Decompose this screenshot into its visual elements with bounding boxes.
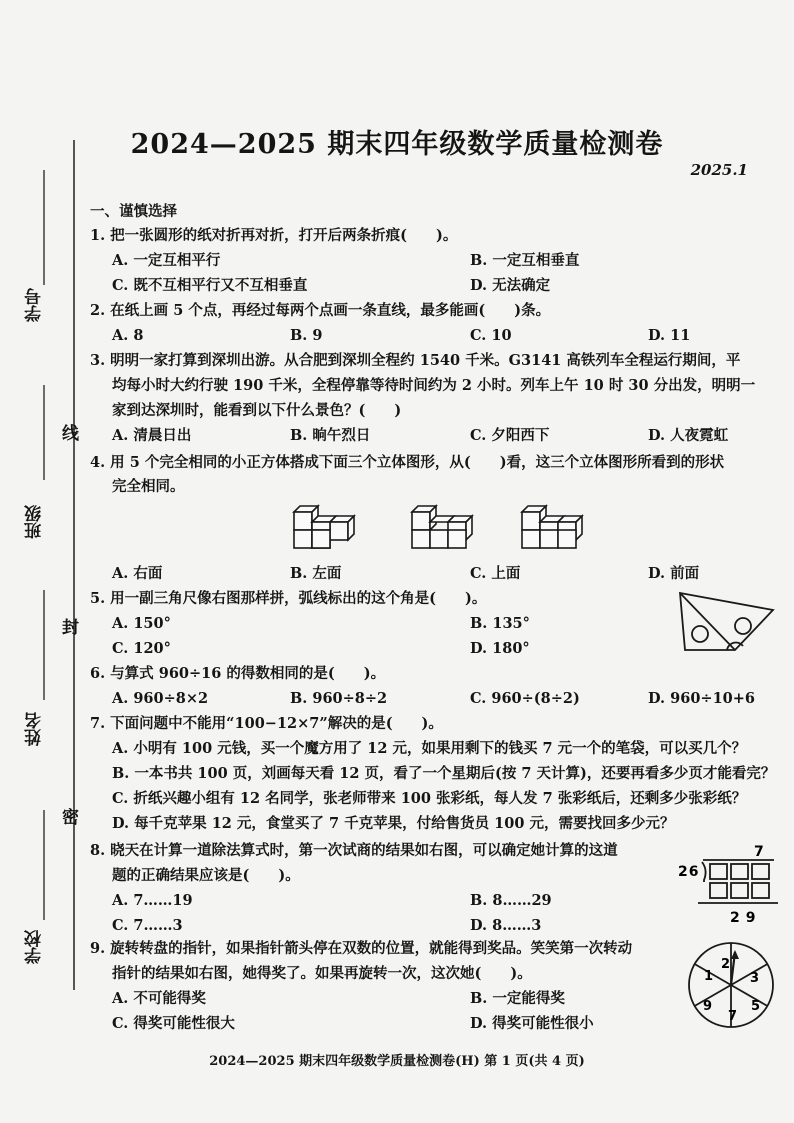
q6-option-c: C. 960÷(8÷2) — [470, 690, 580, 707]
exam-date: 2025.1 — [690, 161, 748, 179]
q2-option-b: B. 9 — [290, 327, 323, 344]
page-title: 2024—2025 期末四年级数学质量检测卷 — [130, 129, 664, 160]
q4-option-d: D. 前面 — [648, 565, 700, 582]
spinner-sector-2: 2 — [721, 957, 731, 972]
q5-option-c: C. 120° — [112, 640, 171, 657]
question-1-stem: 1. 把一张圆形的纸对折再对折，打开后两条折痕( )。 — [90, 227, 458, 244]
q7-option-a: A. 小明有 100 元钱，买一个魔方用了 12 元，如果用剩下的钱买 7 元一个的笔袋，可以买几个？ — [112, 740, 747, 757]
question-3-stem-line3: 家到达深圳时，能看到以下什么景色？( ) — [112, 402, 402, 419]
question-4-stem-line1: 4. 用 5 个完全相同的小正方体搭成下面三个立体图形，从( )看，这三个立体图形所看到的形状 — [90, 454, 725, 471]
q6-option-a: A. 960÷8×2 — [112, 690, 209, 707]
question-7-stem: 7. 下面问题中不能用“100−12×7”解决的是( )。 — [90, 715, 443, 732]
q7-option-b: B. 一本书共 100 页，刘画每天看 12 页，看了一个星期后(按 7 天计算)，还要再看多少页才能看完？ — [112, 765, 776, 782]
spinner-arrow-icon — [731, 950, 739, 959]
cube-figure-2 — [410, 502, 480, 557]
q1-option-a: A. 一定互相平行 — [112, 252, 221, 269]
division-quotient: 7 — [754, 844, 764, 860]
q4-option-a: A. 右面 — [112, 565, 163, 582]
name-label: 姓名 — [25, 712, 45, 746]
q2-option-d: D. 11 — [648, 327, 691, 344]
q4-option-b: B. 左面 — [290, 565, 342, 582]
q9-option-c: C. 得奖可能性很大 — [112, 1015, 235, 1032]
cube-figure-1 — [292, 502, 362, 557]
seal-secret-mark: 密 — [58, 808, 78, 825]
q5-option-b: B. 135° — [470, 615, 530, 632]
student-id-label: 学号 — [25, 288, 45, 322]
spinner-sector-5: 5 — [751, 999, 761, 1014]
question-6-stem: 6. 与算式 960÷16 的得数相同的是( )。 — [90, 665, 386, 682]
question-3-stem-line2: 均每小时大约行驶 190 千米，全程停靠等待时间约为 2 小时。列车上午 10 时 30 分出发，明明一 — [112, 377, 756, 394]
spinner-figure — [686, 940, 776, 1030]
q6-option-b: B. 960÷8÷2 — [290, 690, 388, 707]
question-8-stem-line2: 题的正确结果应该是( )。 — [112, 867, 300, 884]
long-division-figure — [676, 840, 781, 930]
question-9-stem-line1: 9. 旋转转盘的指针，如果指针箭头停在双数的位置，就能得到奖品。笑笑第一次转动 — [90, 940, 633, 957]
spinner-sector-9: 9 — [703, 999, 713, 1014]
q9-option-d: D. 得奖可能性很小 — [470, 1015, 594, 1032]
school-label: 学校 — [25, 930, 45, 964]
page-footer: 2024—2025 期末四年级数学质量检测卷(H) 第 1 页(共 4 页) — [209, 1054, 585, 1069]
triangle-ruler-figure — [675, 588, 775, 658]
question-2-stem: 2. 在纸上画 5 个点，再经过每两个点画一条直线，最多能画( )条。 — [90, 302, 551, 319]
division-divisor: 26 — [678, 864, 700, 880]
q1-option-c: C. 既不互相平行又不互相垂直 — [112, 277, 308, 294]
division-remainder: 29 — [730, 910, 762, 926]
q9-option-a: A. 不可能得奖 — [112, 990, 206, 1007]
question-5-stem: 5. 用一副三角尺像右图那样拼，弧线标出的这个角是( )。 — [90, 590, 487, 607]
q8-option-a: A. 7……19 — [112, 892, 193, 909]
q8-option-b: B. 8……29 — [470, 892, 552, 909]
cube-figure-3 — [520, 502, 595, 557]
q7-option-c: C. 折纸兴趣小组有 12 名同学，张老师带来 100 张彩纸，每人发 7 张彩纸后，还剩多少张彩纸？ — [112, 790, 747, 807]
class-label: 班级 — [25, 505, 45, 539]
seal-line-mark: 线 — [58, 424, 78, 441]
question-3-stem-line1: 3. 明明一家打算到深圳出游。从合肥到深圳全程约 1540 千米。G3141 高铁列车全程运行期间，平 — [90, 352, 741, 369]
q6-option-d: D. 960÷10+6 — [648, 690, 755, 707]
q5-option-d: D. 180° — [470, 640, 530, 657]
q8-option-d: D. 8……3 — [470, 917, 542, 934]
q9-option-b: B. 一定能得奖 — [470, 990, 565, 1007]
question-4-stem-line2: 完全相同。 — [112, 478, 185, 495]
question-8-stem-line1: 8. 晓天在计算一道除法算式时，第一次试商的结果如右图，可以确定她计算的这道 — [90, 842, 618, 859]
q3-option-b: B. 晌午烈日 — [290, 427, 371, 444]
q1-option-d: D. 无法确定 — [470, 277, 551, 294]
q3-option-d: D. 人夜霓虹 — [648, 427, 729, 444]
seal-seal-mark: 封 — [58, 618, 78, 635]
spinner-sector-3: 3 — [750, 971, 760, 986]
q3-option-a: A. 清晨日出 — [112, 427, 192, 444]
spinner-sector-7: 7 — [728, 1009, 738, 1024]
q4-option-c: C. 上面 — [470, 565, 521, 582]
question-9-stem-line2: 指针的结果如右图，她得奖了。如果再旋转一次，这次她( )。 — [112, 965, 532, 982]
q2-option-a: A. 8 — [112, 327, 144, 344]
q3-option-c: C. 夕阳西下 — [470, 427, 550, 444]
spinner-sector-1: 1 — [704, 969, 714, 984]
q1-option-b: B. 一定互相垂直 — [470, 252, 580, 269]
section-heading: 一、谨慎选择 — [90, 203, 177, 220]
q7-option-d: D. 每千克苹果 12 元，食堂买了 7 千克苹果，付给售货员 100 元，需要找回多少元？ — [112, 815, 675, 832]
q2-option-c: C. 10 — [470, 327, 512, 344]
q5-option-a: A. 150° — [112, 615, 171, 632]
q8-option-c: C. 7……3 — [112, 917, 183, 934]
